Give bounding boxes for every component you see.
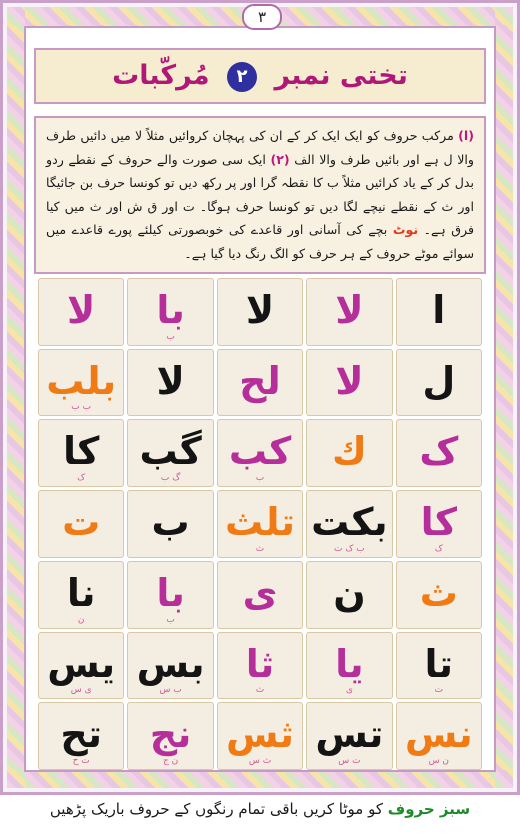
letter-glyph: لح (239, 358, 281, 403)
para-text-2: ایک سی صورت والے حروف کے نقطے ردو بدل کر کے یاد کرائیں مثلاً ب کا نقطہ گرا اور پر رکھ دیں تو کونسا حرف بن جائیگا اور ث کے نقطے نیچے لگا دیں تو کونسا حرف ہوگا۔ ت اور ق ش اور ث میں کیا فرق ہے۔ (46, 151, 474, 237)
letter-subscript: ت س (338, 756, 361, 766)
letter-glyph: ك (331, 429, 367, 474)
letter-glyph: تس (315, 712, 384, 757)
letter-cell (306, 349, 392, 417)
letter-subscript: ث (255, 685, 265, 696)
letter-glyph: بلب (46, 358, 117, 403)
letter-glyph: بس (136, 641, 205, 686)
letter-cell (306, 561, 392, 629)
letter-subscript: ث س (248, 756, 272, 766)
letter-subscript: ت ح (72, 756, 90, 766)
letter-glyph: نا (66, 570, 96, 615)
letter-cell (38, 561, 124, 629)
letter-glyph: تلث (225, 500, 296, 545)
letter-cell (396, 561, 482, 629)
letter-subscript: ب س (159, 685, 182, 696)
letter-glyph: نج (149, 712, 192, 757)
letter-glyph: کا (420, 500, 457, 545)
letter-cell (396, 702, 482, 770)
letter-subscript: گ ب (160, 473, 181, 484)
letter-cell (306, 419, 392, 487)
para-text-3: بچے کی آسانی اور قاعدے کی خوبصورتی کیلئے پورے قاعدے میں سوائے موٹے حروف کے ہر حرف کو الگ رنگ دیا گیا ہے۔ (46, 222, 474, 261)
letter-glyph: لا (67, 288, 96, 332)
letter-cell (127, 561, 213, 629)
letter-cell (127, 349, 213, 417)
letter-glyph: گب (139, 429, 202, 474)
page-title (40, 60, 480, 92)
letter-glyph: بکت (311, 500, 388, 545)
letter-glyph: لا (245, 288, 275, 332)
letter-cell (306, 632, 392, 700)
para-note-label: نوٹ (392, 222, 419, 237)
title-right: تختی نمبر (274, 60, 408, 91)
letter-glyph: نس (404, 712, 473, 757)
letter-subscript: ک (434, 543, 443, 554)
letter-subscript: ی (345, 685, 353, 696)
letter-subscript: ک (77, 473, 86, 484)
para-number-2: (۲) (270, 151, 290, 167)
letter-glyph: یا (335, 641, 364, 686)
letter-subscript: ی س (70, 685, 92, 696)
letter-glyph: لا (156, 358, 185, 403)
letter-glyph: ک (419, 429, 459, 474)
letter-glyph: ت (62, 500, 101, 545)
letter-glyph: ن (333, 570, 366, 615)
letter-cell (396, 278, 482, 346)
letter-cell (396, 490, 482, 558)
letter-glyph: ث (419, 570, 458, 615)
page-number: ٣ (242, 4, 282, 30)
letter-glyph: کب (228, 429, 292, 474)
letter-glyph: ثس (226, 712, 294, 757)
letter-subscript: ث (255, 543, 265, 554)
para-text-1: مرکب حروف کو ایک ایک کر کے ان کی پہچان کروائیں مثلاً لا میں دائیں طرف والا ل ہے اور بائیں طرف والا الف (46, 128, 474, 167)
letter-cell (127, 490, 213, 558)
letter-cell (217, 278, 303, 346)
letter-subscript: ن (77, 614, 85, 625)
letter-cell (127, 632, 213, 700)
letter-cell (396, 349, 482, 417)
letter-glyph: با (156, 288, 185, 332)
letter-subscript: ت (434, 685, 444, 696)
footer-text: کو موٹا کریں باقی تمام رنگوں کے حروف باریک پڑھیں (49, 800, 383, 818)
letter-glyph: ثا (245, 641, 275, 686)
title-number-badge: ۲ (227, 62, 257, 92)
footer-instruction (0, 800, 520, 818)
instruction-paragraph (34, 116, 486, 274)
letter-glyph: با (156, 570, 185, 615)
letter-cell (38, 632, 124, 700)
letter-glyph: کا (63, 429, 100, 474)
title-left: مُرکّبات (112, 60, 210, 91)
footer-green-text: سبز حروف (387, 800, 471, 818)
letter-glyph: تا (424, 641, 454, 686)
letter-cell (217, 561, 303, 629)
letter-cell (217, 419, 303, 487)
letter-cell (127, 419, 213, 487)
letter-subscript: ن ج (162, 756, 179, 766)
letter-subscript: ب ب (71, 402, 92, 413)
letter-grid (38, 278, 482, 770)
letter-cell (306, 702, 392, 770)
letter-glyph: یس (47, 641, 116, 686)
letter-glyph: ی (242, 570, 278, 615)
letter-subscript: ب (166, 614, 175, 625)
letter-cell (38, 419, 124, 487)
letter-cell (38, 349, 124, 417)
letter-glyph: تح (60, 712, 103, 757)
letter-subscript: ب ک ت (334, 543, 365, 554)
letter-cell (217, 702, 303, 770)
letter-cell (306, 278, 392, 346)
letter-cell (217, 490, 303, 558)
letter-cell (38, 490, 124, 558)
letter-cell (38, 702, 124, 770)
letter-cell (127, 278, 213, 346)
letter-glyph: ب (151, 500, 190, 545)
letter-cell (38, 278, 124, 346)
letter-cell (217, 632, 303, 700)
letter-glyph: لا (335, 358, 364, 403)
letter-cell (127, 702, 213, 770)
letter-subscript: ب (166, 331, 175, 342)
para-number-1: (ا) (458, 128, 474, 143)
letter-glyph: ا (432, 288, 446, 332)
letter-glyph: ل (422, 358, 456, 403)
letter-cell (306, 490, 392, 558)
letter-subscript: ب (255, 473, 265, 484)
letter-glyph: لا (335, 288, 364, 332)
letter-cell (396, 419, 482, 487)
letter-cell (217, 349, 303, 417)
letter-subscript: ن س (428, 756, 450, 766)
letter-cell (396, 632, 482, 700)
